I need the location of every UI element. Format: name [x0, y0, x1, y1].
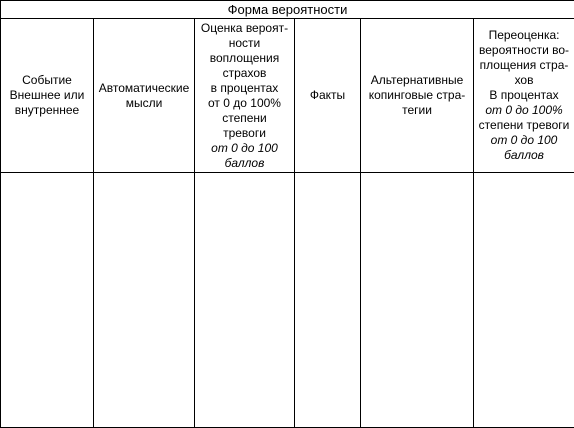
header-line: хов: [514, 73, 534, 88]
entry-cell-facts[interactable]: [295, 173, 361, 428]
entry-cell-automatic-thoughts[interactable]: [94, 173, 195, 428]
header-line: воплощения: [209, 50, 280, 65]
column-header-coping-strategies: [361, 19, 474, 173]
column-header-event: [1, 19, 94, 173]
header-line: от 0 до 100: [211, 140, 278, 155]
header-line: в процентах: [210, 80, 279, 95]
header-line: от 0 до 100: [490, 133, 558, 148]
header-line: площения стра-: [479, 58, 569, 73]
header-line: тегии: [402, 103, 432, 118]
header-row: [1, 19, 574, 173]
header-line: Событие: [22, 73, 72, 88]
entry-row: [1, 173, 574, 428]
header-line: степени: [222, 110, 267, 125]
column-header-automatic-thoughts: [94, 19, 195, 173]
header-line: Факты: [309, 88, 346, 103]
title-row: [1, 1, 574, 19]
header-line: Автоматические: [98, 80, 190, 95]
header-line: Оценка вероят-: [200, 20, 289, 35]
entry-cell-reassessment[interactable]: [474, 173, 574, 428]
header-line: баллов: [224, 155, 265, 170]
entry-cell-probability-estimate[interactable]: [195, 173, 295, 428]
header-line: В процентах: [489, 88, 559, 103]
header-line: Внешнее или: [9, 88, 85, 103]
header-line: копинговые стра-: [368, 88, 466, 103]
entry-cell-coping-strategies[interactable]: [361, 173, 474, 428]
form-title: Форма вероятности: [1, 1, 574, 19]
header-line: Альтернативные: [370, 73, 464, 88]
header-line: ности: [228, 35, 261, 50]
header-line: от 0 до 100%: [485, 103, 563, 118]
header-line: баллов: [504, 148, 544, 163]
header-line: страхов: [222, 65, 267, 80]
header-line: от 0 до 100%: [208, 95, 281, 110]
header-line: вероятности во-: [479, 43, 570, 58]
header-line: Переоценка:: [488, 28, 560, 43]
column-header-facts: [295, 19, 361, 173]
entry-cell-event[interactable]: [1, 173, 94, 428]
header-line: внутреннее: [14, 103, 80, 118]
header-line: степени тревоги: [478, 118, 570, 133]
column-header-probability-estimate: [195, 19, 295, 173]
header-line: мысли: [125, 95, 163, 110]
column-header-reassessment: [474, 19, 574, 173]
header-line: тревоги: [223, 125, 266, 140]
